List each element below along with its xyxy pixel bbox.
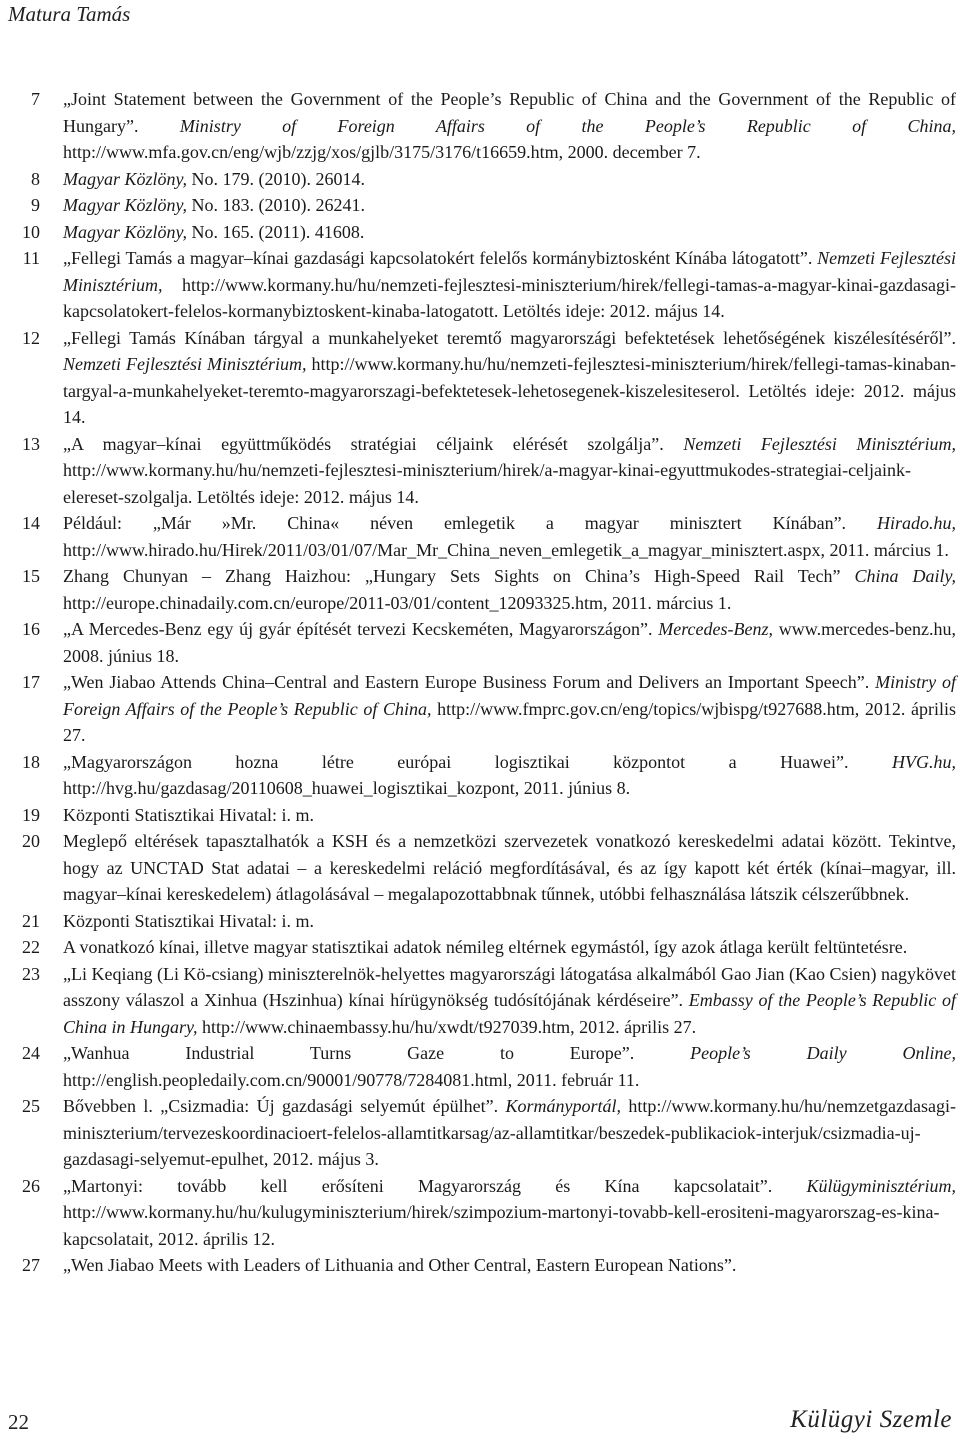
endnote-text (63, 616, 956, 669)
endnote-15 (20, 563, 956, 616)
endnote-text-segment: Központi Statisztikai Hivatal: i. m. (63, 910, 314, 931)
endnote-text (63, 669, 956, 749)
endnote-number: 18 (22, 751, 40, 772)
endnote-7 (20, 86, 956, 166)
endnote-number: 15 (22, 566, 40, 586)
endnote-source-title: China Daily, (854, 566, 956, 586)
endnote-text-segment: http://www.chinaembassy.hu/hu/xwdt/t927039.htm, 2012. április 27. (197, 1016, 697, 1037)
page-number: 22 (8, 1410, 29, 1434)
endnote-24 (20, 1040, 956, 1093)
endnote-number: 19 (22, 804, 40, 825)
endnote-text-segment: Központi Statisztikai Hivatal: i. m. (63, 804, 314, 825)
endnote-number: 13 (22, 433, 40, 454)
endnote-18 (20, 749, 956, 802)
endnote-number: 12 (22, 327, 40, 348)
endnote-text-segment: „Fellegi Tamás a magyar–kínai gazdasági kapcsolatokért felelős kormánybiztosként Kínába látogatott”. (63, 248, 818, 268)
endnote-source-title: Magyar Közlöny, (63, 221, 187, 242)
endnote-text-segment: „A Mercedes-Benz egy új gyár építését tervezi Kecskeméten, Magyarországon”. (63, 619, 659, 639)
endnote-text (63, 192, 956, 219)
endnote-number: 10 (22, 221, 40, 242)
endnote-source-title: Mercedes-Benz, (658, 619, 774, 639)
endnote-number: 22 (22, 937, 40, 957)
endnote-12 (20, 325, 956, 431)
endnote-text-segment: „Joint Statement between the Government of the People’s Republic of China and the Government of the Republic of Hungary”. (63, 89, 956, 136)
endnote-text-segment: Zhang Chunyan – Zhang Haizhou: „Hungary Sets Sights on China’s High-Speed Rail Tech” (63, 566, 855, 586)
endnote-14 (20, 510, 956, 563)
endnote-27 (20, 1252, 956, 1279)
endnote-text (63, 86, 956, 166)
endnote-source-title: Ministry of Foreign Affairs of the People’s Republic of China, (63, 672, 956, 719)
endnote-text-segment: „Magyarországon hozna létre európai logisztikai központot a Huawei”. (63, 751, 892, 772)
endnote-number: 8 (31, 168, 40, 189)
endnote-number: 21 (22, 910, 40, 931)
endnote-9 (20, 192, 956, 219)
endnote-text (63, 961, 956, 1041)
endnote-text-segment: „Li Keqiang (Li Kö-csiang) miniszterelnök-helyettes magyarországi látogatása alkalmából Gao Jian (Kao Csien) nagykövet asszony válaszol a Xinhua (Hszinhua) kínai hírügynökség tudósítójának kérdéseire”. (63, 963, 956, 1010)
endnote-text-segment: „Wanhua Industrial Turns Gaze to Europe”. (63, 1043, 691, 1063)
endnote-text-segment: No. 165. (2011). 41608. (187, 221, 365, 242)
endnote-text (63, 1173, 956, 1253)
endnote-text-segment: „Wen Jiabao Attends China–Central and Eastern Europe Business Forum and Delivers an Important Speech”. (63, 672, 876, 692)
running-head-author: Matura Tamás (8, 2, 131, 26)
endnote-text-segment: „A magyar–kínai együttműködés stratégiai céljaink elérését szolgálja”. (63, 433, 684, 454)
endnote-text-segment: http://hvg.hu/gazdasag/20110608_huawei_logisztikai_kozpont, 2011. június 8. (63, 778, 631, 798)
endnote-number: 14 (22, 513, 40, 533)
endnote-text (63, 245, 956, 325)
endnote-23 (20, 961, 956, 1041)
endnote-26 (20, 1173, 956, 1253)
endnote-number: 17 (22, 672, 40, 692)
endnote-number: 11 (22, 248, 40, 268)
endnote-text-segment: http://europe.chinadaily.com.cn/europe/2011-03/01/content_12093325.htm, 2011. március 1. (63, 592, 732, 613)
endnote-16 (20, 616, 956, 669)
endnote-text-segment: http://www.kormany.hu/hu/nemzetgazdasagi-miniszterium/tervezeskoordinacioert-felelos-allamtitkarsag/az-allamtitkar/beszedek-publikaciok-interjuk/csizmadia-uj-gazdasagi-selyemut-epulhet, 2012. május 3. (63, 1096, 956, 1169)
endnote-text-segment: „Fellegi Tamás Kínában tárgyal a munkahelyeket teremtő magyarországi befektetések lehetőségének kiszélesítéséről”. (63, 327, 956, 348)
endnote-text-segment: http://www.mfa.gov.cn/eng/wjb/zzjg/xos/gjlb/3175/3176/t16659.htm, 2000. december 7. (63, 142, 701, 162)
endnote-text (63, 828, 956, 908)
endnote-text-segment: http://www.hirado.hu/Hirek/2011/03/01/07/Mar_Mr_China_neven_emlegetik_a_magyar_minisztert.aspx, 2011. március 1. (63, 539, 949, 560)
endnote-text (63, 1252, 956, 1279)
endnote-text-segment: http://www.fmprc.gov.cn/eng/topics/wjbispg/t927688.htm, 2012. április 27. (63, 698, 956, 745)
endnote-source-title: Ministry of Foreign Affairs of the People’s Republic of China, (179, 115, 956, 136)
endnote-text (63, 749, 956, 802)
endnote-source-title: Hirado.hu, (876, 513, 956, 533)
endnote-text-segment: „Martonyi: tovább kell erősíteni Magyarország és Kína kapcsolatait”. (63, 1175, 807, 1196)
endnote-number: 16 (22, 619, 40, 639)
endnote-text (63, 908, 956, 935)
endnote-10 (20, 219, 956, 246)
endnote-source-title: Nemzeti Fejlesztési Minisztérium, (63, 248, 956, 295)
endnote-source-title: Embassy of the People’s Republic of China in Hungary, (63, 990, 956, 1037)
endnote-text (63, 325, 956, 431)
endnote-text-segment: Meglepő eltérések tapasztalhatók a KSH és a nemzetközi szervezetek vonatkozó kereskedelmi adatai között. Tekintve, hogy az UNCTAD Stat adatai – a kereskedelmi reláció megfordításával, és az így kapott két érték (kínai–magyar, ill. magyar–kínai kereskedelem) átlagolásával – megalapozottabbnak tűnnek, utóbbi felhasználása látszik célszerűbbnek. (63, 831, 956, 904)
endnote-text-segment: http://www.kormany.hu/hu/nemzeti-fejlesztesi-miniszterium/hirek/fellegi-tamas-a-magyar-kinai-gazdasagi-kapcsolatokert-felelos-kormanybiztoskent-kinaba-latogatott. Letöltés ideje: 2012. május 14. (63, 274, 956, 321)
endnote-text-segment: No. 179. (2010). 26014. (187, 168, 365, 189)
endnote-text-segment: Bővebben l. „Csizmadia: Új gazdasági selyemút épülhet”. (63, 1096, 506, 1116)
endnote-text (63, 563, 956, 616)
endnote-21 (20, 908, 956, 935)
endnote-text-segment: Például: „Már »Mr. China« néven emlegetik a magyar minisztert Kínában”. (63, 513, 877, 533)
endnote-text-segment: http://www.kormany.hu/hu/kulugyminiszterium/hirek/szimpozium-martonyi-tovabb-kell-erositeni-magyarorszag-es-kina-kapcsolatait, 2012. április 12. (63, 1202, 940, 1249)
endnote-22 (20, 934, 956, 961)
endnote-source-title: Külügyminisztérium, (806, 1175, 956, 1196)
endnote-source-title: HVG.hu, (892, 751, 956, 772)
endnote-text (63, 431, 956, 511)
endnote-text-segment: http://www.kormany.hu/hu/nemzeti-fejlesztesi-miniszterium/hirek/fellegi-tamas-kinaban-targyal-a-munkahelyeket-teremto-magyarorszagi-befektetesek-lehetosegenek-kiszelesiteserol. Letöltés ideje: 2012. május 14. (63, 354, 956, 427)
endnote-number: 24 (22, 1043, 40, 1063)
endnote-number: 7 (31, 89, 40, 109)
endnote-text-segment: No. 183. (2010). 26241. (187, 195, 365, 215)
endnote-text (63, 510, 956, 563)
endnote-number: 26 (22, 1175, 40, 1196)
journal-name: Külügyi Szemle (790, 1406, 952, 1433)
endnote-number: 23 (22, 963, 40, 984)
endnote-text-segment: http://www.kormany.hu/hu/nemzeti-fejlesztesi-miniszterium/hirek/a-magyar-kinai-egyuttmukodes-strategiai-celjaink-elereset-szolgalja. Letöltés ideje: 2012. május 14. (63, 460, 912, 507)
endnote-text-segment: „Wen Jiabao Meets with Leaders of Lithuania and Other Central, Eastern European Nations”. (63, 1255, 737, 1275)
endnote-text (63, 219, 956, 246)
endnote-text (63, 802, 956, 829)
endnote-13 (20, 431, 956, 511)
endnote-25 (20, 1093, 956, 1173)
endnote-source-title: Nemzeti Fejlesztési Minisztérium, (63, 354, 307, 374)
endnote-source-title: Magyar Közlöny, (63, 195, 187, 215)
endnote-text-segment: www.mercedes-benz.hu, 2008. június 18. (63, 619, 956, 666)
endnote-number: 27 (22, 1255, 40, 1275)
endnote-source-title: Kormányportál, (505, 1096, 622, 1116)
endnote-source-title: Magyar Közlöny, (63, 168, 187, 189)
endnote-text (63, 166, 956, 193)
endnote-8 (20, 166, 956, 193)
endnote-19 (20, 802, 956, 829)
endnote-17 (20, 669, 956, 749)
endnote-20 (20, 828, 956, 908)
endnotes-list (20, 86, 956, 1279)
endnote-source-title: People’s Daily Online, (690, 1043, 956, 1063)
endnote-number: 25 (22, 1096, 40, 1116)
endnote-11 (20, 245, 956, 325)
endnote-text-segment: A vonatkozó kínai, illetve magyar statisztikai adatok némileg eltérnek egymástól, így azok átlaga került feltüntetésre. (63, 937, 908, 957)
endnote-text (63, 934, 956, 961)
endnote-text (63, 1093, 956, 1173)
endnote-number: 20 (22, 831, 40, 851)
endnote-text-segment: http://english.peopledaily.com.cn/90001/90778/7284081.html, 2011. február 11. (63, 1069, 640, 1090)
endnote-text (63, 1040, 956, 1093)
endnote-number: 9 (31, 195, 40, 215)
endnote-source-title: Nemzeti Fejlesztési Minisztérium, (683, 433, 956, 454)
